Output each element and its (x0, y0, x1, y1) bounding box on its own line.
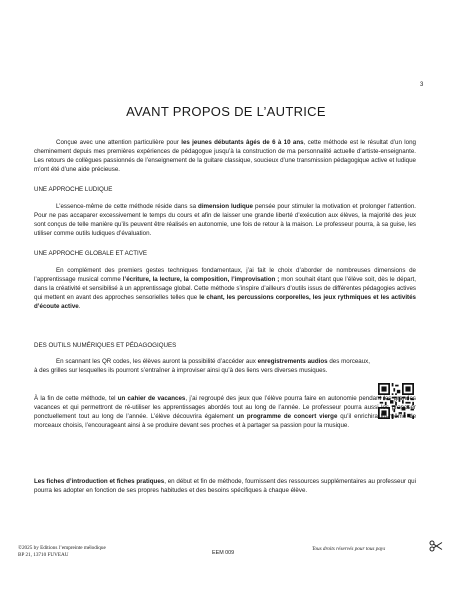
bold-run: le chant, les percussions corporelles, les jeux rythmiques et les activités d’écoute active (34, 294, 416, 311)
section-heading-numeriques: DES OUTILS NUMÉRIQUES ET PÉDAGOGIQUES (34, 342, 177, 349)
text-run: , j’ai regroupé des jeux que l’élève pourra faire en autonomie pendant les grandes vacances et qui permettront de ré-utiliser les apprentissages abordés tout au long de l’année. Le professeur pourra aussi les proposer ponctuellement tout au long de l’année. L’élève découvrira également (34, 395, 416, 421)
section-heading-ludique: UNE APPROCHE LUDIQUE (34, 186, 113, 193)
text-run: qu’il enrichira lui-même de morceaux choisis, l’encourageant ainsi à se produire devant ses proches et à partager sa passion pour la musique. (34, 413, 417, 430)
bold-run: un programme de concert vierge (236, 413, 338, 421)
page-number: 3 (420, 82, 424, 88)
text-run: . (78, 303, 81, 311)
text-run: , en début et fin de méthode, fournissent des ressources supplémentaires au professeur qui pourra les adopter en fonction de ses propres habitudes et des besoins spécifiques à chaque élève. (34, 478, 416, 495)
scissors-icon (429, 540, 443, 552)
address-text: BP 21, 13710 FUVEAU (18, 551, 69, 558)
text-run: En complément des premiers gestes techniques fondamentaux, j’ai fait le choix d’aborder de nombreuses dimensions de l’apprentissage musical comme (34, 267, 416, 284)
text-run: , cette méthode est le résultat d’un long cheminement depuis mes premières expériences de pédagogue jusqu’à la construction de ma personnalité actuelle d’artiste-enseignante. Les retours de collègues passionnés de l’enseignement de la guitare classique, soucieux d’une transmission pédagogique active et ludique m’ont été d’une aide précieuse. (34, 139, 416, 174)
bold-run: l’écriture, la lecture, la composition, l’improvisation ; (122, 276, 280, 284)
text-run: À la fin de cette méthode, tel (34, 395, 118, 402)
text-run: En scannant les QR codes, les élèves auront la possibilité d’accéder aux (56, 358, 258, 365)
section-heading-globale: UNE APPROCHE GLOBALE ET ACTIVE (34, 250, 148, 257)
bold-run: dimension ludique (198, 203, 253, 210)
text-run: mon souhait étant que l’élève soit, dès le départ, dans la créativité et sensibilisé à un apprentissage global. Cette méthode s’inspire d’ailleurs d’outils issus de différentes pédagogies actives qui mettent en avant des approches sensorielles telles que (34, 276, 416, 302)
footer-rights: Tous droits réservés pour tous pays (312, 546, 386, 552)
text-run: des morceaux, à des grilles sur lesquelles ils pourront s’entraîner à improviser ainsi qu’à des liens vers diverses musiques. (34, 358, 370, 375)
bold-run: enregistrements audios (257, 358, 328, 365)
footer-copyright (18, 545, 106, 559)
bold-run: un cahier de vacances (117, 395, 186, 402)
text-run: L’essence-même de cette méthode réside dans sa (56, 203, 199, 210)
bold-run: les jeunes débutants âgés de 6 à 10 ans (181, 139, 304, 146)
page-title: AVANT PROPOS DE L’AUTRICE (126, 104, 326, 119)
bold-run: Les fiches d’introduction et fiches pratiques (34, 478, 165, 485)
fiches-paragraph (34, 477, 416, 495)
vacances-paragraph (34, 394, 416, 430)
text-run: pensée pour stimuler la motivation et prolonger l’attention. Pour ne pas accaparer excessivement le temps du cours et afin de laisser une grande liberté d’exécution aux élèves, la majorité des jeux sont conçus de telle manière qu’ils peuvent être réalisés en autonomie, une fois de retour à la maison. Le professeur pourra, à sa guise, les utiliser comme outils ludiques d’évaluation. (34, 203, 416, 238)
intro-paragraph (34, 138, 416, 174)
copyright-text: ©2025 by Editions l’empreinte mélodique (18, 545, 106, 551)
ludique-paragraph (34, 202, 416, 238)
globale-paragraph (34, 266, 416, 311)
text-run: Conçue avec une attention particulière pour (56, 139, 182, 146)
footer-code: EEM 009 (212, 550, 235, 556)
qr-paragraph (34, 357, 370, 375)
